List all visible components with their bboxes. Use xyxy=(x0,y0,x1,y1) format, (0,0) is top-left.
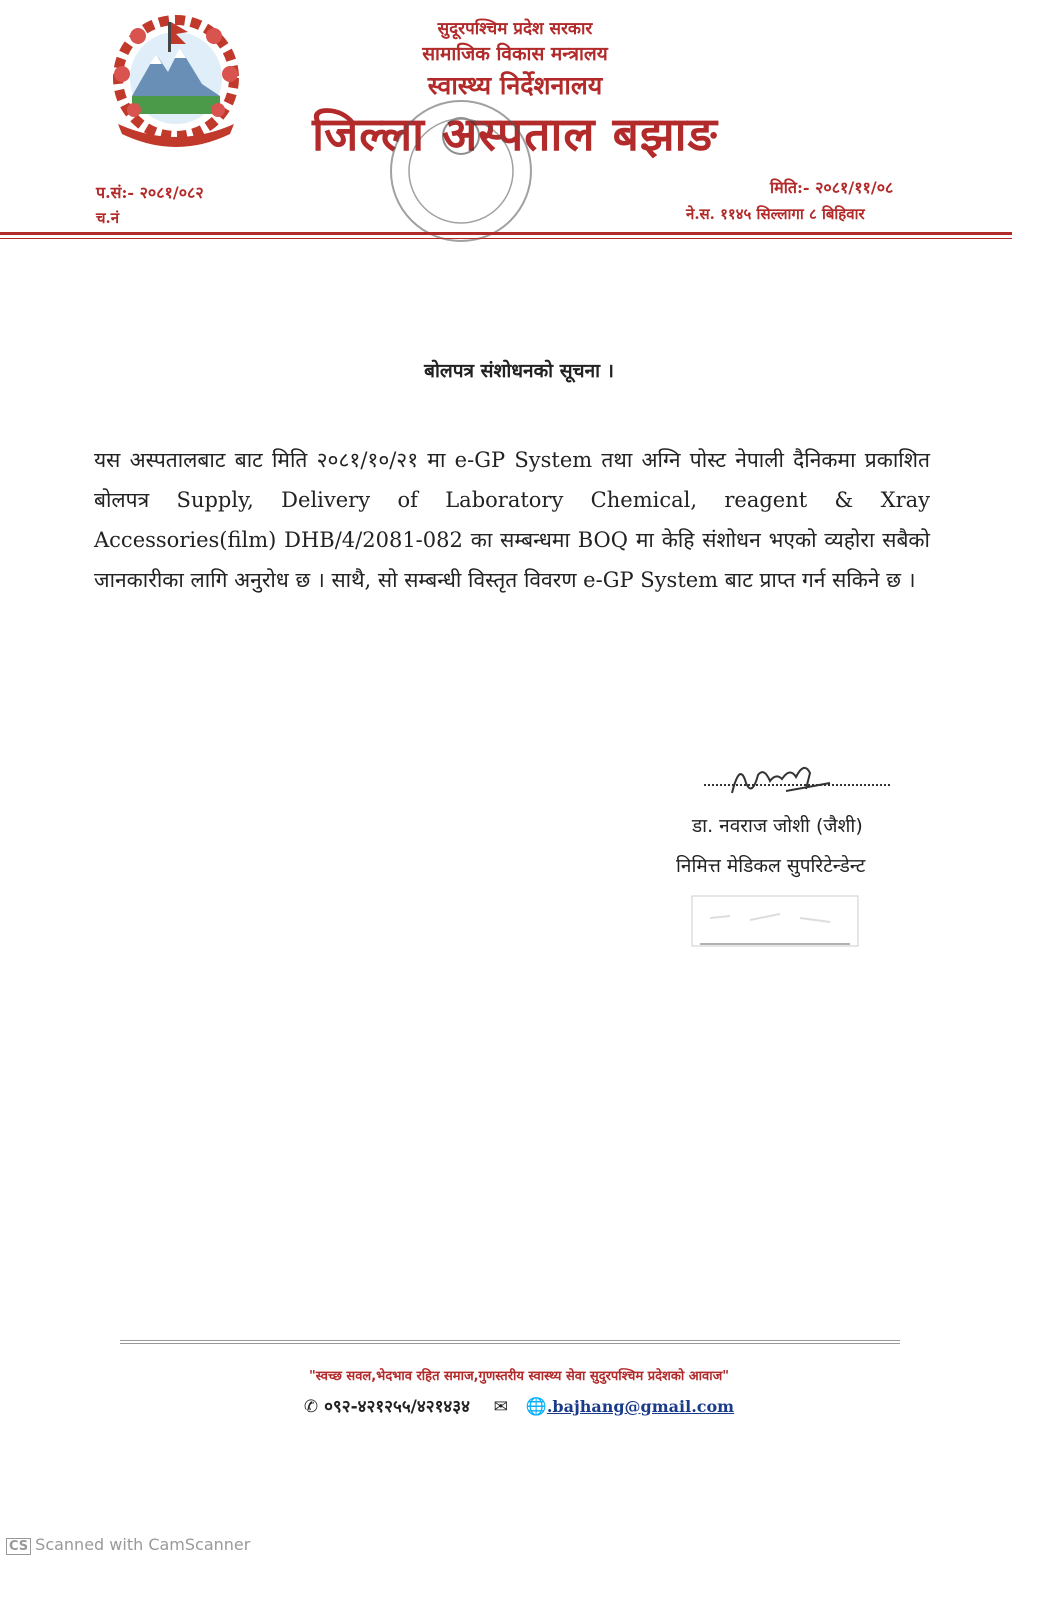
footer-phone: ०९२-४२१२५५/४२१४३४ xyxy=(324,1397,470,1417)
signature-line xyxy=(704,784,890,786)
footer-divider-thin xyxy=(120,1343,900,1344)
notice-title: बोलपत्र संशोधनको सूचना । xyxy=(424,360,614,382)
header-directorate: स्वास्थ्य निर्देशनालय xyxy=(427,71,603,100)
footer-motto: "स्वच्छ सवल,भेदभाव रहित समाज,गुणस्तरीय स्वास्थ्य सेवा सुदुरपश्चिम प्रदेशको आवाज" xyxy=(308,1369,730,1384)
camscanner-text: Scanned with CamScanner xyxy=(35,1535,251,1554)
letter-date: मिति:- २०८१/११/०८ xyxy=(770,178,894,197)
header-ministry: सामाजिक विकास मन्त्रालय xyxy=(422,43,608,65)
notice-body: यस अस्पतालबाट बाट मिति २०८१/१०/२१ मा e-GP System तथा अग्नि पोस्ट नेपाली दैनिकमा प्रकाशित बोलपत्र Supply, Delivery of Laboratory Chemical, reagent & Xray Accessories(film) DHB/4/2081-082 का सम्बन्धमा BOQ मा केहि संशोधन भएको व्यहोरा सबैको जानकारीका लागि अनुरोध छ । साथै, सो सम्बन्धी विस्तृत विवरण e-GP System बाट प्राप्त गर्न सकिने छ । xyxy=(94,448,930,592)
phone-icon: ✆ xyxy=(303,1397,319,1417)
header-province: सुदूरपश्चिम प्रदेश सरकार xyxy=(437,19,593,39)
office-seal-stamp xyxy=(386,96,536,246)
header-divider xyxy=(0,232,1012,235)
handwritten-signature xyxy=(726,753,836,803)
mail-icon: ✉ xyxy=(493,1397,508,1417)
footer-email-link[interactable]: .bajhang@gmail.com xyxy=(546,1397,735,1416)
footer-contact xyxy=(0,1394,1038,1417)
reference-number: प.सं:- २०८१/०८२ xyxy=(96,183,204,202)
camscanner-watermark xyxy=(6,1535,250,1555)
footer-divider xyxy=(120,1340,900,1341)
nepal-sambat-date: ने.स. ११४५ सिल्लागा ८ बिहिवार xyxy=(686,205,865,223)
globe-icon: 🌐 xyxy=(525,1397,547,1417)
header-hospital-name: जिल्ला अस्पताल बझाङ xyxy=(312,107,718,161)
signatory-designation: निमित्त मेडिकल सुपरिटेन्डेन्ट xyxy=(676,855,866,877)
header-divider-thin xyxy=(0,238,1012,239)
dispatch-number: च.नं xyxy=(96,209,120,227)
camscanner-logo-icon: CS xyxy=(6,1538,31,1555)
faint-stamp xyxy=(690,892,860,952)
signatory-name: डा. नवराज जोशी (जैशी) xyxy=(692,815,863,837)
